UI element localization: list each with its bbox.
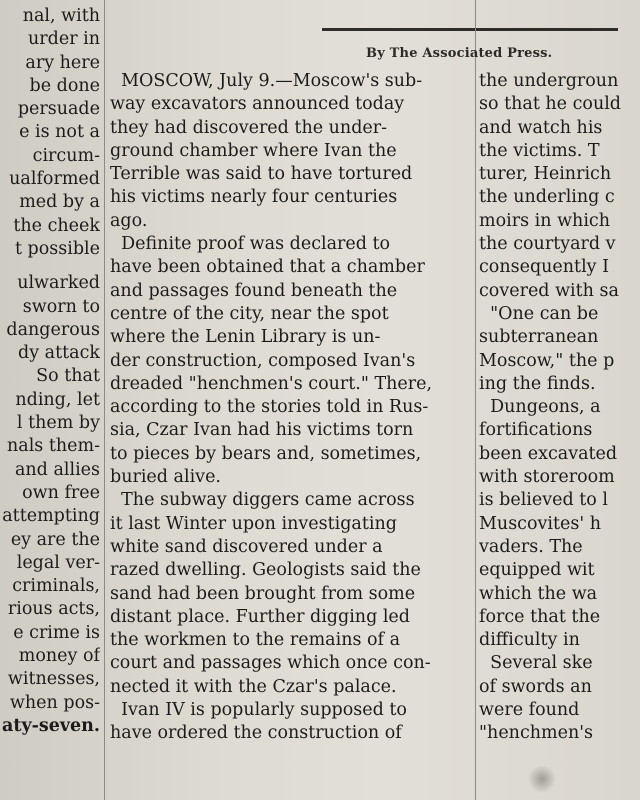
text-line: money of (18, 646, 100, 667)
text-line: dreaded "henchmen's court." There, (110, 373, 433, 394)
text-line: the victims. T (479, 140, 600, 161)
text-line: is believed to l (479, 490, 608, 511)
text-line: own free (22, 482, 100, 503)
text-line: aty-seven. (2, 715, 100, 736)
text-line: The subway diggers came across (110, 490, 415, 511)
text-line: centre of the city, near the spot (110, 303, 389, 324)
text-line: ground chamber where Ivan the (110, 140, 397, 161)
text-line: the underling c (479, 187, 615, 208)
text-line: white sand discovered under a (110, 536, 383, 557)
text-line: vaders. The (479, 536, 583, 557)
text-line: the courtyard v (479, 234, 616, 255)
text-line: sia, Czar Ivan had his victims torn (110, 420, 414, 441)
text-line: his victims nearly four centuries (110, 187, 398, 208)
left-column (0, 5, 100, 738)
text-line: and watch his (479, 117, 603, 138)
column-divider-right (475, 0, 476, 800)
text-line: Ivan IV is popularly supposed to (110, 700, 407, 721)
cropped-headline (130, 0, 510, 8)
text-line: have been obtained that a chamber (110, 257, 425, 278)
paragraph-gap (0, 261, 100, 272)
text-line: covered with sa (479, 280, 619, 301)
text-line: Several ske (479, 653, 593, 674)
text-line: it last Winter upon investigating (110, 513, 397, 534)
text-line: legal ver- (16, 552, 100, 573)
column-divider-left (104, 0, 105, 800)
text-line: ary here (25, 52, 100, 73)
text-line: nding, let (15, 389, 100, 410)
text-line: dangerous (6, 319, 100, 340)
text-line: difficulty in (479, 630, 580, 651)
text-line: razed dwelling. Geologists said the (110, 560, 421, 581)
text-line: sand had been brought from some (110, 583, 416, 604)
text-line: the workmen to the remains of a (110, 630, 401, 651)
text-line: Definite proof was declared to (110, 234, 391, 255)
text-line: consequently I (479, 257, 610, 278)
text-line: Dungeons, a (479, 397, 601, 418)
text-line: ing the finds. (479, 373, 596, 394)
text-line: med by a (19, 192, 100, 213)
text-line: the cheek (13, 215, 100, 236)
text-line: of swords an (479, 676, 592, 697)
text-line: the undergroun (479, 71, 619, 91)
text-line: where the Lenin Library is un- (110, 327, 381, 348)
text-line: court and passages which once con- (110, 653, 431, 674)
text-line: nal, with (22, 6, 100, 26)
text-line: der construction, composed Ivan's (110, 350, 416, 371)
text-line: So that (36, 366, 100, 387)
text-line: l them by (16, 413, 100, 434)
text-line: Terrible was said to have tortured (110, 164, 413, 185)
text-line: according to the stories told in Rus- (110, 397, 429, 418)
text-line: criminals, (12, 576, 100, 597)
text-line: moirs in which (479, 210, 610, 231)
text-line: ualformed (9, 169, 100, 190)
text-line: MOSCOW, July 9.—Moscow's sub- (110, 71, 423, 91)
text-line: nected it with the Czar's palace. (110, 676, 397, 697)
text-line: witnesses, (7, 669, 100, 690)
text-line: have ordered the construction of (110, 723, 402, 744)
text-line: force that the (479, 606, 601, 627)
text-line: fortifications (479, 420, 593, 441)
text-line: rious acts, (7, 599, 100, 620)
text-line: turer, Heinrich (479, 164, 612, 185)
text-line: and allies (14, 459, 100, 480)
text-line: distant place. Further digging led (110, 606, 410, 627)
byline: By The Associated Press. (366, 46, 553, 61)
text-line: subterranean (479, 327, 599, 348)
text-line: were found (479, 700, 580, 721)
headline-rule (322, 28, 618, 31)
text-line: e crime is (13, 622, 100, 643)
text-line: Muscovites' h (479, 513, 602, 534)
paper-stain (528, 765, 556, 793)
text-line: attempting (2, 506, 100, 527)
text-line: buried alive. (110, 467, 221, 488)
text-line: dy attack (18, 343, 100, 364)
text-line: way excavators announced today (110, 94, 405, 115)
text-line: e is not a (19, 122, 100, 143)
text-line: which the wa (479, 583, 598, 604)
text-line: be done (29, 75, 100, 96)
text-line: urder in (28, 29, 100, 50)
text-line: and passages found beneath the (110, 280, 398, 301)
text-line: sworn to (22, 296, 100, 317)
article-column (110, 70, 472, 746)
text-line: equipped wit (479, 560, 595, 581)
text-line: Moscow," the p (479, 350, 615, 371)
text-line: so that he could (479, 94, 622, 115)
text-line: t possible (14, 238, 100, 259)
text-line: circum- (32, 145, 100, 166)
text-line: when pos- (9, 692, 100, 713)
text-line: to pieces by bears and, sometimes, (110, 443, 422, 464)
text-line: they had discovered the under- (110, 117, 388, 138)
text-line: ago. (110, 210, 148, 231)
text-line: nals them- (6, 436, 100, 457)
text-line: with storeroom (479, 467, 615, 488)
text-line: been excavated (479, 443, 618, 464)
text-line: ey are the (10, 529, 100, 550)
text-line: "One can be (479, 303, 599, 324)
text-line: "henchmen's (479, 723, 594, 744)
text-line: persuade (17, 99, 100, 120)
text-line: ulwarked (17, 273, 100, 294)
right-column (479, 70, 640, 746)
